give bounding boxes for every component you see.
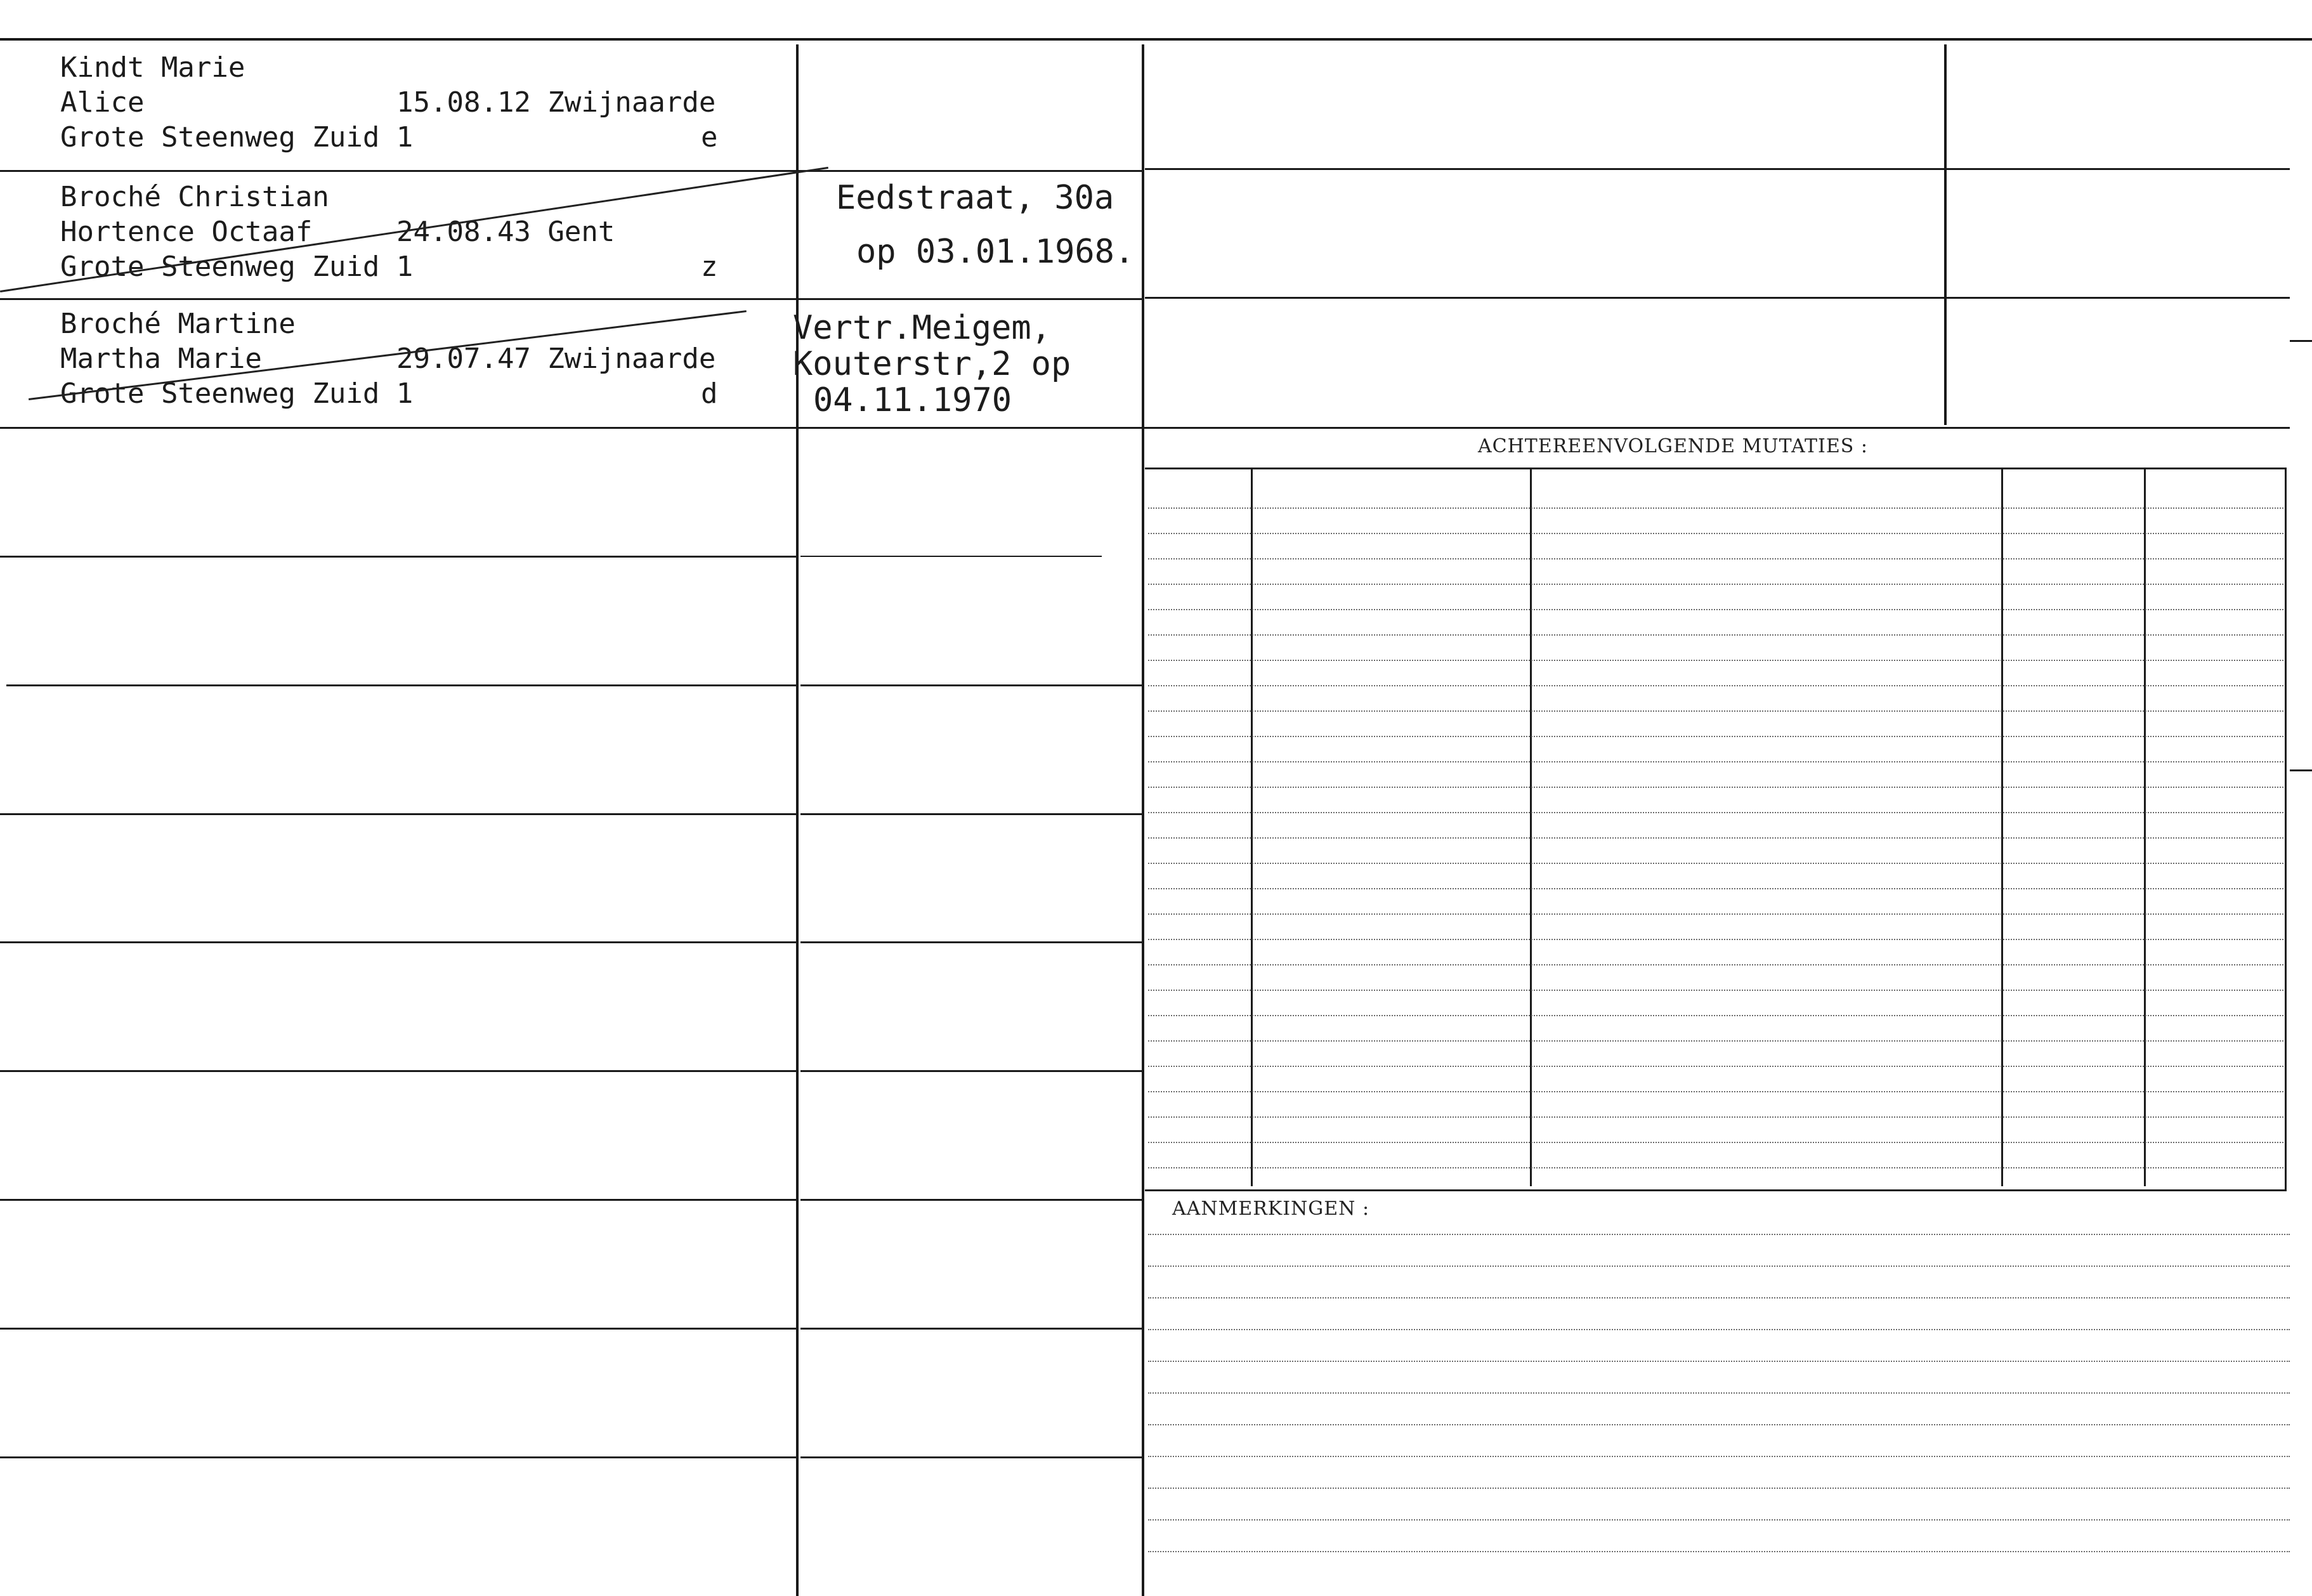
mutations-column-line (1251, 469, 1253, 1186)
mutations-heading: ACHTEREENVOLGENDE MUTATIES : (1478, 435, 1868, 457)
entry-address: Grote Steenweg Zuid 1 (60, 121, 414, 154)
ruled-line (1148, 685, 2283, 686)
row-divider (800, 1328, 1142, 1330)
entry-surname: Broché Martine (60, 308, 296, 340)
ruled-line (1148, 1015, 2283, 1016)
ruled-line (1148, 1234, 2290, 1235)
ruled-line (1148, 1297, 2290, 1298)
ruled-line (1148, 990, 2283, 991)
entry-birth (396, 216, 615, 248)
entry-code: z (701, 251, 718, 283)
mutations-bottom-rule (1145, 1189, 2287, 1191)
row-divider (0, 1070, 796, 1072)
ruled-line (1148, 1266, 2290, 1267)
register-entry (60, 181, 733, 302)
row-divider (800, 813, 1142, 815)
ruled-line (1148, 584, 2283, 585)
ruled-line (1148, 1488, 2290, 1489)
ruled-line (1148, 1329, 2290, 1330)
ruled-line (1148, 1142, 2283, 1143)
ruled-line (1148, 609, 2283, 610)
mutations-column-line (2144, 469, 2146, 1186)
entry-code: d (701, 377, 718, 410)
row-divider (800, 941, 1142, 943)
mutations-column-line (1530, 469, 1532, 1186)
move-note: 04.11.1970 (813, 381, 1012, 419)
row-divider (0, 1328, 796, 1330)
row-divider (800, 1456, 1142, 1458)
move-note: Vertr.Meigem, (793, 309, 1051, 347)
entry-birth-place: Gent (547, 216, 615, 248)
entry-given-names: Martha Marie (60, 343, 262, 375)
ruled-line (1148, 660, 2283, 661)
ruled-line (1148, 1040, 2283, 1042)
ruled-line (1148, 939, 2283, 940)
entry-given-names: Alice (60, 86, 145, 119)
row-divider (800, 556, 1102, 557)
ruled-line (1148, 837, 2283, 839)
ruled-line (1148, 533, 2283, 534)
row-divider (0, 941, 796, 943)
row-divider (1145, 297, 2290, 299)
ruled-line (1148, 1519, 2290, 1521)
mutations-header-rule (1145, 468, 2287, 469)
move-note: Eedstraat, 30a (836, 179, 1114, 217)
row-divider (800, 1199, 1142, 1201)
ruled-line (1148, 710, 2283, 712)
edge-tick (2290, 769, 2312, 771)
ruled-line (1148, 1392, 2290, 1394)
ruled-line (1148, 1066, 2283, 1067)
column-divider-left (796, 44, 799, 1596)
entry-surname: Broché Christian (60, 181, 329, 213)
ruled-line (1148, 964, 2283, 965)
row-divider (0, 813, 796, 815)
mutations-column-line (2001, 469, 2003, 1186)
ruled-line (1148, 812, 2283, 813)
ruled-line (1148, 1167, 2283, 1168)
ruled-line (1148, 913, 2283, 915)
move-note: op 03.01.1968. (856, 233, 1135, 271)
row-divider (0, 1199, 796, 1201)
entry-code: e (701, 121, 718, 154)
move-note: Kouterstr,2 op (793, 345, 1071, 383)
ruled-line (1148, 1091, 2283, 1092)
entry-given-names: Hortence Octaaf (60, 216, 313, 248)
ruled-line (1148, 888, 2283, 889)
register-entry (60, 308, 733, 429)
row-divider (800, 1070, 1142, 1072)
ruled-line (1148, 761, 2283, 762)
entry-birth-place: Zwijnaarde (547, 343, 716, 375)
edge-tick (2290, 340, 2312, 342)
row-divider (0, 556, 796, 558)
ruled-line (1148, 736, 2283, 737)
column-divider-right (1944, 44, 1947, 425)
column-divider-middle (1142, 44, 1144, 1596)
row-divider (0, 1456, 796, 1458)
entry-birth (396, 87, 715, 119)
row-divider (800, 684, 1142, 686)
entry-surname: Kindt Marie (60, 51, 245, 84)
top-border (0, 38, 2312, 41)
ruled-line (1148, 558, 2283, 559)
ruled-line (1148, 787, 2283, 788)
row-divider (1145, 168, 2290, 170)
mutations-column-line (2285, 469, 2287, 1189)
entry-address: Grote Steenweg Zuid 1 (60, 251, 414, 283)
entry-birth-place: Zwijnaarde (547, 86, 716, 119)
ruled-line (1148, 507, 2283, 509)
ruled-line (1148, 1551, 2290, 1552)
remarks-heading: AANMERKINGEN : (1172, 1198, 1370, 1220)
ruled-line (1148, 1361, 2290, 1362)
entry-birth-date: 29.07.47 (396, 343, 531, 375)
register-entry (60, 52, 733, 173)
ruled-line (1148, 1116, 2283, 1118)
entry-address: Grote Steenweg Zuid 1 (60, 377, 414, 410)
entry-birth-date: 24.08.43 (396, 216, 531, 248)
ruled-line (1148, 634, 2283, 636)
ruled-line (1148, 1424, 2290, 1425)
ruled-line (1148, 1456, 2290, 1457)
ruled-line (1148, 863, 2283, 864)
entry-birth-date: 15.08.12 (396, 86, 531, 119)
row-divider (6, 684, 796, 686)
